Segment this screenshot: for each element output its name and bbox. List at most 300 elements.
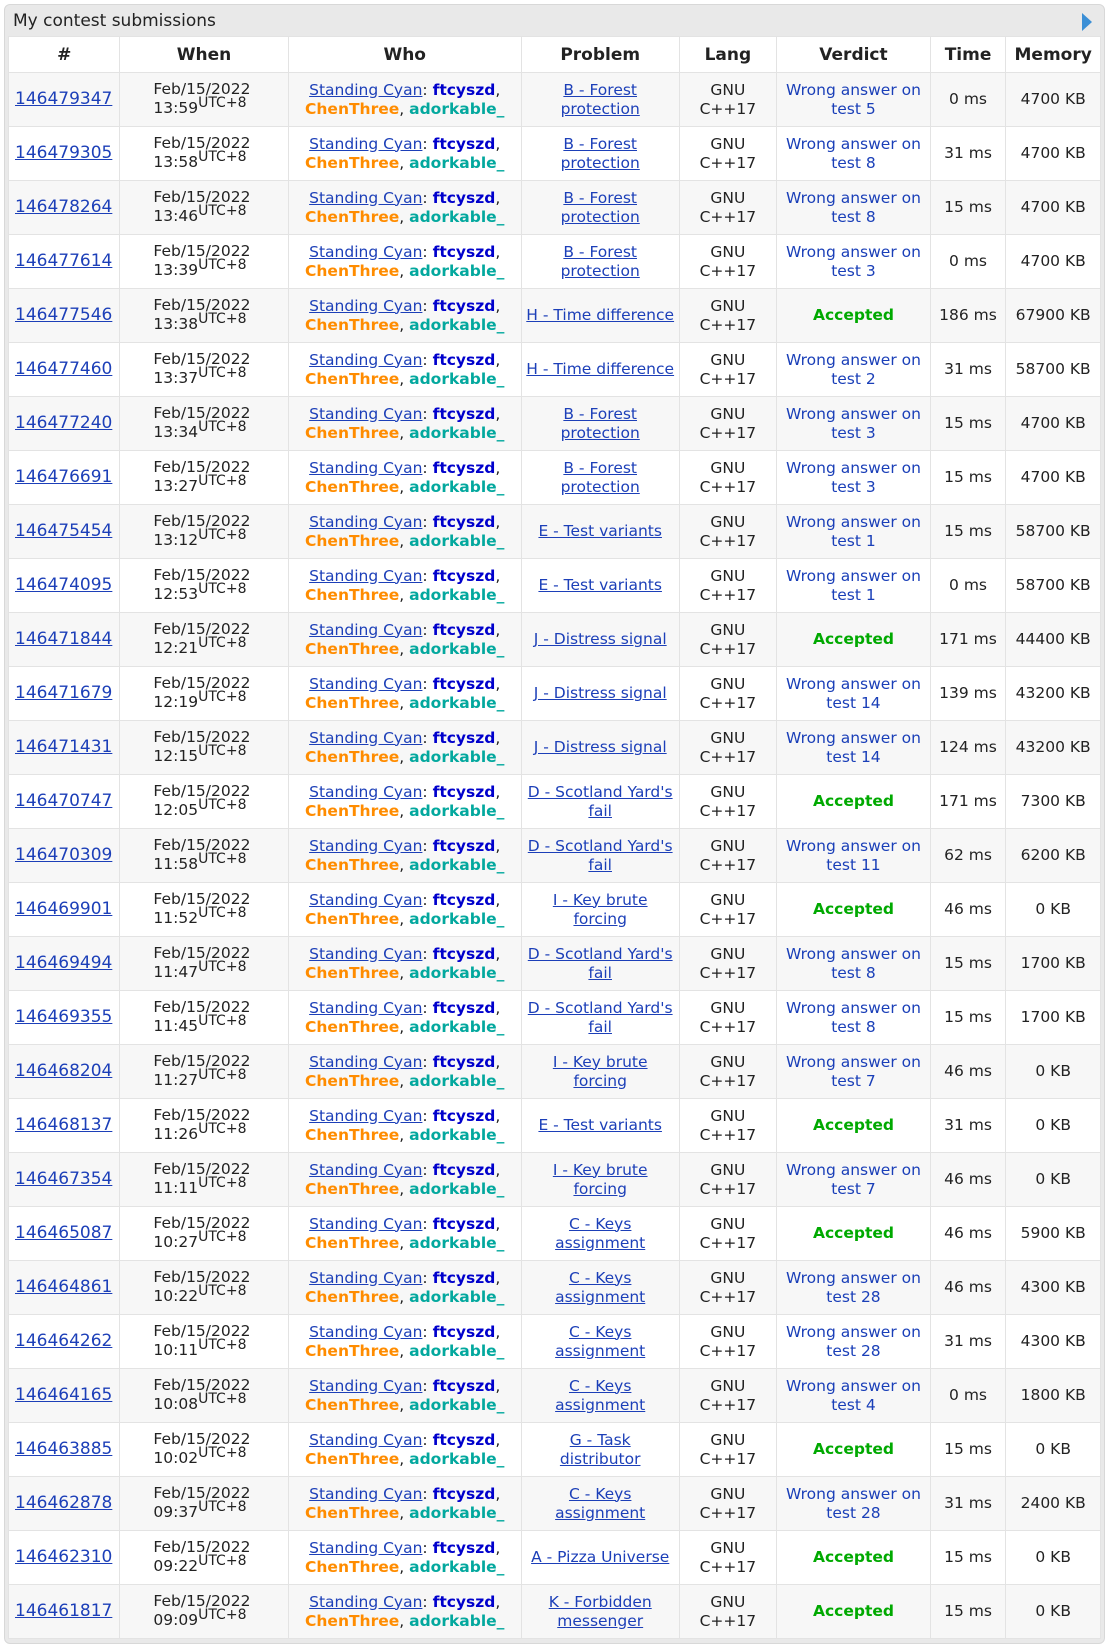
member-link[interactable]: adorkable_ — [409, 99, 505, 118]
member-link[interactable]: ftcyszd — [432, 566, 496, 585]
time-cell: 0 ms — [930, 73, 1006, 127]
problem-link[interactable] — [538, 522, 662, 540]
table-row — [9, 289, 1101, 343]
team-link[interactable]: Standing Cyan — [309, 890, 423, 909]
team-link[interactable]: Standing Cyan — [309, 1430, 423, 1449]
team-link[interactable]: Standing Cyan — [309, 674, 423, 693]
lang-line1: GNU — [710, 566, 746, 585]
team-link[interactable]: Standing Cyan — [309, 1106, 423, 1125]
problem-name-line2[interactable]: protection — [560, 153, 640, 172]
problem-name-line1[interactable]: B - Forest — [563, 188, 638, 207]
member-link[interactable]: ftcyszd — [432, 1322, 496, 1341]
team-link[interactable]: Standing Cyan — [309, 350, 423, 369]
problem-name-line2[interactable]: fail — [588, 855, 612, 874]
problem-link[interactable] — [561, 135, 640, 172]
member-link[interactable]: adorkable_ — [409, 1287, 505, 1306]
member-link[interactable]: ftcyszd — [432, 1484, 496, 1503]
problem-name-line2[interactable]: fail — [588, 963, 612, 982]
member-link[interactable]: ChenThree — [305, 1017, 400, 1036]
problem-link[interactable] — [561, 405, 640, 442]
problem-link[interactable] — [528, 783, 673, 820]
submission-id-link[interactable]: 146469494 — [15, 953, 113, 973]
problem-name-line2[interactable]: forcing — [573, 1071, 627, 1090]
member-link[interactable]: ChenThree — [305, 747, 400, 766]
problem-cell — [521, 1531, 679, 1585]
team-link[interactable]: Standing Cyan — [309, 1268, 423, 1287]
submission-date: Feb/15/2022 — [153, 1052, 251, 1070]
problem-name-line2[interactable]: assignment — [555, 1287, 646, 1306]
member-link[interactable]: adorkable_ — [409, 747, 505, 766]
member-link[interactable]: ChenThree — [305, 693, 400, 712]
problem-link[interactable] — [534, 630, 667, 648]
problem-link[interactable] — [560, 1431, 641, 1468]
lang-line2: C++17 — [699, 369, 757, 388]
problem-cell — [521, 1045, 679, 1099]
lang-line1: GNU — [710, 620, 746, 639]
submission-date: Feb/15/2022 — [153, 674, 251, 692]
problem-name-line1[interactable]: C - Keys — [568, 1484, 632, 1503]
memory-cell: 4700 KB — [1006, 235, 1101, 289]
problem-name-line2[interactable]: messenger — [557, 1611, 644, 1630]
collapse-arrow-icon[interactable] — [1082, 13, 1092, 31]
member-link[interactable]: adorkable_ — [409, 1449, 505, 1468]
problem-name-line1[interactable]: E - Test variants — [538, 576, 662, 594]
team-link[interactable]: Standing Cyan — [309, 296, 423, 315]
problem-name-line2[interactable]: fail — [588, 801, 612, 820]
member-link[interactable]: ChenThree — [305, 1071, 400, 1090]
submission-id-link[interactable]: 146470747 — [15, 791, 113, 811]
who-cell: Standing Cyan: ftcyszd, ChenThree, adorkable_ — [288, 397, 521, 451]
submission-id-link[interactable]: 146471844 — [15, 629, 113, 649]
problem-link[interactable] — [528, 999, 673, 1036]
member-link[interactable]: ChenThree — [305, 369, 400, 388]
member-link[interactable]: ftcyszd — [432, 188, 496, 207]
member-link[interactable]: ftcyszd — [432, 998, 496, 1017]
verdict-test: test 14 — [826, 693, 881, 712]
problem-name-line2[interactable]: protection — [560, 477, 640, 496]
team-link[interactable]: Standing Cyan — [309, 836, 423, 855]
problem-link[interactable] — [528, 837, 673, 874]
submission-id-link[interactable]: 146471679 — [15, 683, 113, 703]
who-cell: Standing Cyan: ftcyszd, ChenThree, adorkable_ — [288, 127, 521, 181]
time-cell: 0 ms — [930, 1369, 1006, 1423]
timezone: UTC+8 — [198, 1175, 247, 1191]
problem-name-line1[interactable]: B - Forest — [563, 458, 638, 477]
lang-line1: GNU — [710, 890, 746, 909]
problem-cell — [521, 235, 679, 289]
member-link[interactable]: ftcyszd — [432, 404, 496, 423]
member-link[interactable]: ftcyszd — [432, 80, 496, 99]
submission-id-link[interactable]: 146477460 — [15, 359, 113, 379]
member-link[interactable]: ftcyszd — [432, 1592, 496, 1611]
submission-time-cell — [120, 397, 288, 451]
team-link[interactable]: Standing Cyan — [309, 242, 423, 261]
member-link[interactable]: adorkable_ — [409, 801, 505, 820]
problem-name-line1[interactable]: I - Key brute — [552, 890, 648, 909]
time-cell: 171 ms — [930, 775, 1006, 829]
submission-id-link[interactable]: 146469901 — [15, 899, 113, 919]
team-link[interactable]: Standing Cyan — [309, 188, 423, 207]
member-link[interactable]: adorkable_ — [409, 1395, 505, 1414]
team-link[interactable]: Standing Cyan — [309, 944, 423, 963]
member-link[interactable]: ftcyszd — [432, 242, 496, 261]
lang-line2: C++17 — [699, 1125, 757, 1144]
who-cell: Standing Cyan: ftcyszd, ChenThree, adorkable_ — [288, 73, 521, 127]
submission-id-link[interactable]: 146468204 — [15, 1061, 113, 1081]
member-link[interactable]: adorkable_ — [409, 1233, 505, 1252]
submission-id-link[interactable]: 146474095 — [15, 575, 113, 595]
submission-clock: 11:11 — [153, 1179, 199, 1197]
member-link[interactable]: ChenThree — [305, 1503, 400, 1522]
verdict-cell — [777, 883, 930, 937]
member-link[interactable]: adorkable_ — [409, 693, 505, 712]
member-link[interactable]: ChenThree — [305, 207, 400, 226]
member-link[interactable]: ChenThree — [305, 1287, 400, 1306]
problem-link[interactable] — [561, 81, 640, 118]
problem-link[interactable] — [553, 891, 648, 928]
submission-id-link[interactable]: 146477546 — [15, 305, 113, 325]
submission-id-link[interactable]: 146465087 — [15, 1223, 113, 1243]
member-link[interactable]: ftcyszd — [432, 1160, 496, 1179]
submission-time-cell — [120, 1423, 288, 1477]
time-cell: 31 ms — [930, 1099, 1006, 1153]
member-link[interactable]: ChenThree — [305, 1449, 400, 1468]
lang-cell — [679, 289, 777, 343]
lang-line2: C++17 — [699, 1611, 757, 1630]
verdict-test: test 3 — [831, 261, 876, 280]
member-link[interactable]: ftcyszd — [432, 458, 496, 477]
member-link[interactable]: adorkable_ — [409, 423, 505, 442]
member-link[interactable]: adorkable_ — [409, 369, 505, 388]
problem-name-line1[interactable]: D - Scotland Yard's — [527, 782, 673, 801]
problem-name-line2[interactable]: protection — [560, 261, 640, 280]
problem-name-line1[interactable]: I - Key brute — [552, 1160, 648, 1179]
lang-line1: GNU — [710, 836, 746, 855]
problem-link[interactable] — [555, 1377, 645, 1414]
team-link[interactable]: Standing Cyan — [309, 1214, 423, 1233]
team-link[interactable]: Standing Cyan — [309, 1538, 423, 1557]
member-link[interactable]: ChenThree — [305, 585, 400, 604]
member-link[interactable]: ChenThree — [305, 261, 400, 280]
member-link[interactable]: adorkable_ — [409, 1557, 505, 1576]
member-link[interactable]: ChenThree — [305, 99, 400, 118]
team-link[interactable]: Standing Cyan — [309, 1052, 423, 1071]
problem-link[interactable] — [561, 243, 640, 280]
verdict-test: test 4 — [831, 1395, 876, 1414]
member-link[interactable]: ftcyszd — [432, 836, 496, 855]
submission-date: Feb/15/2022 — [153, 1214, 251, 1232]
submission-id-link[interactable]: 146462878 — [15, 1493, 113, 1513]
team-link[interactable]: Standing Cyan — [309, 1484, 423, 1503]
problem-link[interactable] — [538, 576, 662, 594]
member-link[interactable]: ChenThree — [305, 909, 400, 928]
problem-link[interactable] — [553, 1053, 648, 1090]
who-cell: Standing Cyan: ftcyszd, ChenThree, adorkable_ — [288, 559, 521, 613]
problem-name-line1[interactable]: J - Distress signal — [533, 738, 667, 756]
problem-name-line2[interactable]: protection — [560, 99, 640, 118]
submission-id-link[interactable]: 146477614 — [15, 251, 113, 271]
member-link[interactable]: ftcyszd — [432, 782, 496, 801]
verdict-cell — [777, 1369, 930, 1423]
problem-link[interactable] — [555, 1485, 645, 1522]
problem-link[interactable] — [555, 1323, 645, 1360]
problem-link[interactable] — [553, 1161, 648, 1198]
member-link[interactable]: ChenThree — [305, 801, 400, 820]
problem-link[interactable] — [549, 1593, 652, 1630]
member-link[interactable]: ChenThree — [305, 423, 400, 442]
member-link[interactable]: ftcyszd — [432, 512, 496, 531]
team-link[interactable]: Standing Cyan — [309, 1322, 423, 1341]
member-link[interactable]: ChenThree — [305, 1611, 400, 1630]
table-row — [9, 1315, 1101, 1369]
submission-clock: 11:52 — [153, 909, 199, 927]
member-link[interactable]: ChenThree — [305, 1341, 400, 1360]
problem-name-line1[interactable]: A - Pizza Universe — [531, 1548, 670, 1566]
verdict-test: test 28 — [826, 1503, 881, 1522]
member-link[interactable]: ChenThree — [305, 1395, 400, 1414]
submission-id-link[interactable]: 146469355 — [15, 1007, 113, 1027]
member-link[interactable]: ftcyszd — [432, 1376, 496, 1395]
team-link[interactable]: Standing Cyan — [309, 620, 423, 639]
member-link[interactable]: ftcyszd — [432, 1052, 496, 1071]
problem-name-line1[interactable]: C - Keys — [568, 1214, 632, 1233]
member-link[interactable]: adorkable_ — [409, 207, 505, 226]
submission-id-link[interactable]: 146477240 — [15, 413, 113, 433]
member-link[interactable]: ChenThree — [305, 963, 400, 982]
lang-line1: GNU — [710, 1160, 746, 1179]
problem-name-line1[interactable]: J - Distress signal — [533, 630, 667, 648]
member-link[interactable]: adorkable_ — [409, 639, 505, 658]
team-link[interactable]: Standing Cyan — [309, 134, 423, 153]
problem-link[interactable] — [526, 360, 674, 378]
member-link[interactable]: ftcyszd — [432, 944, 496, 963]
member-link[interactable]: ChenThree — [305, 531, 400, 550]
problem-name-line2[interactable]: protection — [560, 207, 640, 226]
time-cell: 31 ms — [930, 1477, 1006, 1531]
problem-name-line1[interactable]: G - Task — [569, 1430, 631, 1449]
member-link[interactable]: adorkable_ — [409, 477, 505, 496]
team-link[interactable]: Standing Cyan — [309, 1592, 423, 1611]
problem-link[interactable] — [534, 738, 667, 756]
submission-id-link[interactable]: 146470309 — [15, 845, 113, 865]
problem-name-line1[interactable]: C - Keys — [568, 1268, 632, 1287]
submission-id-link[interactable]: 146462310 — [15, 1547, 113, 1567]
problem-name-line1[interactable]: H - Time difference — [526, 306, 675, 324]
member-link[interactable]: ftcyszd — [432, 350, 496, 369]
member-link[interactable]: adorkable_ — [409, 1179, 505, 1198]
team-link[interactable]: Standing Cyan — [309, 512, 423, 531]
lang-line1: GNU — [710, 512, 746, 531]
member-link[interactable]: ftcyszd — [432, 1214, 496, 1233]
member-link[interactable]: ftcyszd — [432, 1430, 496, 1449]
team-link[interactable]: Standing Cyan — [309, 1376, 423, 1395]
problem-name-line2[interactable]: assignment — [555, 1395, 646, 1414]
lang-cell — [679, 181, 777, 235]
verdict-text: Wrong answer on — [785, 188, 921, 207]
member-link[interactable]: ftcyszd — [432, 620, 496, 639]
problem-name-line1[interactable]: B - Forest — [563, 242, 638, 261]
problem-name-line2[interactable]: distributor — [559, 1449, 641, 1468]
member-link[interactable]: adorkable_ — [409, 963, 505, 982]
member-link[interactable]: adorkable_ — [409, 1125, 505, 1144]
problem-link[interactable] — [534, 684, 667, 702]
member-link[interactable]: ChenThree — [305, 639, 400, 658]
member-link[interactable]: ChenThree — [305, 1557, 400, 1576]
submission-id-cell — [9, 883, 120, 937]
submission-clock: 13:39 — [153, 261, 199, 279]
member-link[interactable]: ftcyszd — [432, 1106, 496, 1125]
timezone: UTC+8 — [198, 1283, 247, 1299]
submission-id-link[interactable]: 146463885 — [15, 1439, 113, 1459]
submission-id-link[interactable]: 146461817 — [15, 1601, 113, 1621]
submission-time-cell — [120, 73, 288, 127]
problem-name-line1[interactable]: B - Forest — [563, 134, 638, 153]
problem-cell — [521, 829, 679, 883]
lang-line2: C++17 — [699, 1071, 757, 1090]
member-link[interactable]: adorkable_ — [409, 1017, 505, 1036]
member-link[interactable]: ChenThree — [305, 855, 400, 874]
problem-name-line1[interactable]: E - Test variants — [538, 1116, 662, 1134]
problem-name-line1[interactable]: I - Key brute — [552, 1052, 648, 1071]
member-link[interactable]: ftcyszd — [432, 1538, 496, 1557]
submission-id-link[interactable]: 146479305 — [15, 143, 113, 163]
problem-name-line2[interactable]: forcing — [573, 1179, 627, 1198]
table-row — [9, 1099, 1101, 1153]
problem-name-line1[interactable]: B - Forest — [563, 404, 638, 423]
problem-link[interactable] — [561, 459, 640, 496]
problem-name-line1[interactable]: K - Forbidden — [548, 1592, 652, 1611]
problem-name-line1[interactable]: B - Forest — [563, 80, 638, 99]
submission-time-cell — [120, 1207, 288, 1261]
verdict-cell — [777, 1207, 930, 1261]
member-link[interactable]: adorkable_ — [409, 855, 505, 874]
who-cell: Standing Cyan: ftcyszd, ChenThree, adorkable_ — [288, 235, 521, 289]
member-link[interactable]: adorkable_ — [409, 153, 505, 172]
problem-name-line2[interactable]: forcing — [573, 909, 627, 928]
submission-date: Feb/15/2022 — [153, 80, 251, 98]
member-link[interactable]: adorkable_ — [409, 261, 505, 280]
problem-name-line2[interactable]: protection — [560, 423, 640, 442]
submission-id-link[interactable]: 146464165 — [15, 1385, 113, 1405]
submission-id-link[interactable]: 146478264 — [15, 197, 113, 217]
submission-date: Feb/15/2022 — [153, 998, 251, 1016]
problem-name-line2[interactable]: fail — [588, 1017, 612, 1036]
submission-id-link[interactable]: 146464861 — [15, 1277, 113, 1297]
verdict-text: Wrong answer on — [785, 1160, 921, 1179]
problem-name-line1[interactable]: J - Distress signal — [533, 684, 667, 702]
problem-link[interactable] — [531, 1548, 669, 1566]
problem-name-line2[interactable]: assignment — [555, 1341, 646, 1360]
member-link[interactable]: ftcyszd — [432, 890, 496, 909]
submission-time-cell — [120, 1261, 288, 1315]
problem-name-line1[interactable]: C - Keys — [568, 1322, 632, 1341]
submission-date: Feb/15/2022 — [153, 1376, 251, 1394]
problem-name-line1[interactable]: E - Test variants — [538, 522, 662, 540]
member-link[interactable]: ftcyszd — [432, 674, 496, 693]
member-link[interactable]: adorkable_ — [409, 585, 505, 604]
submission-id-link[interactable]: 146479347 — [15, 89, 113, 109]
problem-link[interactable] — [538, 1116, 662, 1134]
timezone: UTC+8 — [198, 473, 247, 489]
member-link[interactable]: ftcyszd — [432, 134, 496, 153]
problem-link[interactable] — [555, 1269, 645, 1306]
member-link[interactable]: ChenThree — [305, 1179, 400, 1198]
problem-link[interactable] — [528, 945, 673, 982]
member-link[interactable]: ftcyszd — [432, 1268, 496, 1287]
member-link[interactable]: ChenThree — [305, 477, 400, 496]
member-link[interactable]: adorkable_ — [409, 1611, 505, 1630]
verdict-text: Accepted — [812, 630, 894, 648]
team-link[interactable]: Standing Cyan — [309, 404, 423, 423]
problem-link[interactable] — [561, 189, 640, 226]
member-link[interactable]: ChenThree — [305, 1125, 400, 1144]
problem-name-line1[interactable]: D - Scotland Yard's — [527, 998, 673, 1017]
submission-date: Feb/15/2022 — [153, 1592, 251, 1610]
problem-name-line1[interactable]: C - Keys — [568, 1376, 632, 1395]
problem-name-line1[interactable]: D - Scotland Yard's — [527, 836, 673, 855]
submission-time-cell — [120, 559, 288, 613]
submission-id-link[interactable]: 146464262 — [15, 1331, 113, 1351]
submission-id-link[interactable]: 146475454 — [15, 521, 113, 541]
team-link[interactable]: Standing Cyan — [309, 566, 423, 585]
submission-time-cell — [120, 1477, 288, 1531]
memory-cell: 1800 KB — [1006, 1369, 1101, 1423]
member-link[interactable]: ChenThree — [305, 153, 400, 172]
team-link[interactable]: Standing Cyan — [309, 998, 423, 1017]
team-link[interactable]: Standing Cyan — [309, 728, 423, 747]
member-link[interactable]: adorkable_ — [409, 1071, 505, 1090]
col-header-problem: Problem — [521, 37, 679, 73]
table-row — [9, 1423, 1101, 1477]
member-link[interactable]: adorkable_ — [409, 315, 505, 334]
member-link[interactable]: adorkable_ — [409, 1341, 505, 1360]
problem-name-line2[interactable]: assignment — [555, 1233, 646, 1252]
lang-line2: C++17 — [699, 747, 757, 766]
problem-link[interactable] — [555, 1215, 645, 1252]
member-link[interactable]: ChenThree — [305, 1233, 400, 1252]
team-link[interactable]: Standing Cyan — [309, 1160, 423, 1179]
problem-cell — [521, 289, 679, 343]
team-link[interactable]: Standing Cyan — [309, 458, 423, 477]
member-link[interactable]: ftcyszd — [432, 728, 496, 747]
problem-name-line1[interactable]: H - Time difference — [526, 360, 675, 378]
team-link[interactable]: Standing Cyan — [309, 80, 423, 99]
timezone: UTC+8 — [198, 797, 247, 813]
member-link[interactable]: ftcyszd — [432, 296, 496, 315]
verdict-test: test 28 — [826, 1341, 881, 1360]
member-link[interactable]: adorkable_ — [409, 909, 505, 928]
submission-id-link[interactable]: 146476691 — [15, 467, 113, 487]
verdict-text: Wrong answer on — [785, 404, 921, 423]
who-cell: Standing Cyan: ftcyszd, ChenThree, adorkable_ — [288, 181, 521, 235]
member-link[interactable]: adorkable_ — [409, 531, 505, 550]
submission-id-link[interactable]: 146471431 — [15, 737, 113, 757]
submission-date: Feb/15/2022 — [153, 782, 251, 800]
problem-name-line2[interactable]: assignment — [555, 1503, 646, 1522]
member-link[interactable]: ChenThree — [305, 315, 400, 334]
team-link[interactable]: Standing Cyan — [309, 782, 423, 801]
verdict-cell — [777, 73, 930, 127]
submission-clock: 13:38 — [153, 315, 199, 333]
member-link[interactable]: adorkable_ — [409, 1503, 505, 1522]
problem-link[interactable] — [526, 306, 674, 324]
who-cell: Standing Cyan: ftcyszd, ChenThree, adorkable_ — [288, 991, 521, 1045]
submission-id-link[interactable]: 146467354 — [15, 1169, 113, 1189]
table-row — [9, 343, 1101, 397]
problem-name-line1[interactable]: D - Scotland Yard's — [527, 944, 673, 963]
submission-id-link[interactable]: 146468137 — [15, 1115, 113, 1135]
timezone: UTC+8 — [198, 1337, 247, 1353]
